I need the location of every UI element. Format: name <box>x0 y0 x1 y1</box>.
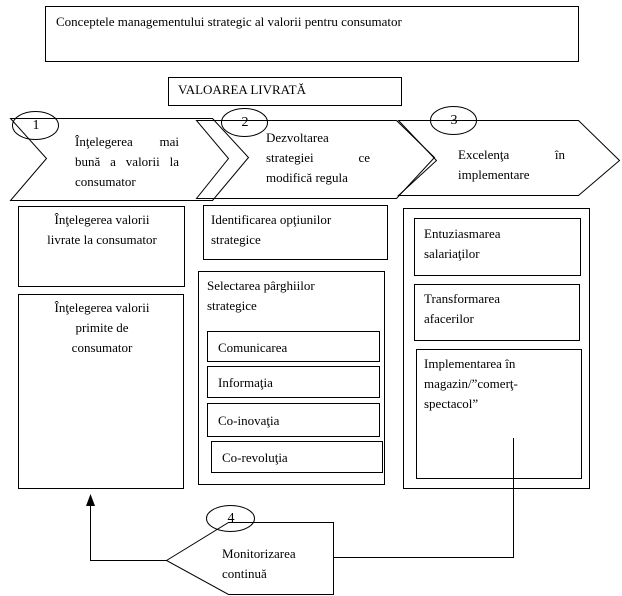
col3-item-2-line: afacerilor <box>424 311 474 326</box>
col2-box-a-line: strategice <box>211 232 261 247</box>
col1-box-b-line: consumator <box>71 340 133 355</box>
stage-1-text <box>75 132 179 192</box>
col2-box-a-line: Identificarea opţiunilor <box>211 212 332 227</box>
col3-item-3-line: spectacol” <box>424 396 479 411</box>
col1-box-b-line: primite de <box>75 320 129 335</box>
stage-2-line: modifică regula <box>266 170 348 185</box>
col1-box-a-text <box>22 210 182 250</box>
col2-box-a-text <box>211 210 385 250</box>
col1-box-a-line: livrate la consumator <box>47 232 157 247</box>
col1-box-b-text <box>22 298 182 358</box>
col3-item-1-line: Entuziasmarea <box>424 226 501 241</box>
stage-2-text <box>266 128 370 188</box>
col2-box-b-title <box>207 276 377 316</box>
return-arrowhead <box>86 494 95 506</box>
stage-3-line: implementare <box>458 167 530 182</box>
col2-item-3-label: Co-inovaţia <box>218 413 280 428</box>
stage-1-line: Înţelegerea mai <box>75 134 179 149</box>
col3-item-3-line: Implementarea în <box>424 356 516 371</box>
stage-2-line: strategiei ce <box>266 150 370 165</box>
monitor-text <box>222 544 330 584</box>
stage-3-line: Excelenţa în <box>458 147 565 162</box>
col1-box-b-line: Înţelegerea valorii <box>54 300 150 315</box>
stage-2-number: 2 <box>241 115 249 130</box>
monitor-line: Monitorizarea <box>222 546 296 561</box>
col2-item-4-label: Co-revoluţia <box>222 450 288 465</box>
col3-item-3-line: magazin/”comerţ- <box>424 376 518 391</box>
col1-box-a-line: Înţelegerea valorii <box>54 212 150 227</box>
col3-item-1-line: salariaţilor <box>424 246 480 261</box>
stage-3-text <box>458 145 565 185</box>
col2-item-1-label: Comunicarea <box>218 340 288 355</box>
col2-box-b-title-line: Selectarea pârghiilor <box>207 278 315 293</box>
monitor-line: continuă <box>222 566 267 581</box>
stage-1-line: bună a valorii la <box>75 154 179 169</box>
col3-item-1-text <box>424 224 574 264</box>
header-label: VALOAREA LIVRATĂ <box>178 82 306 97</box>
stage-2-line: Dezvoltarea <box>266 130 329 145</box>
col2-item-2-label: Informaţia <box>218 375 273 390</box>
col3-item-3-text <box>424 354 579 414</box>
diagram-title: Conceptele managementului strategic al valorii pentru consumator <box>56 14 402 29</box>
stage-1-line: consumator <box>75 174 136 189</box>
stage-3-number: 3 <box>450 113 458 128</box>
stage-1-number: 1 <box>32 118 40 133</box>
col3-item-2-line: Transformarea <box>424 291 501 306</box>
col3-item-2-text <box>424 289 574 329</box>
return-arrow-line <box>91 505 167 561</box>
monitor-number: 4 <box>227 511 235 526</box>
col2-box-b-title-line: strategice <box>207 298 257 313</box>
